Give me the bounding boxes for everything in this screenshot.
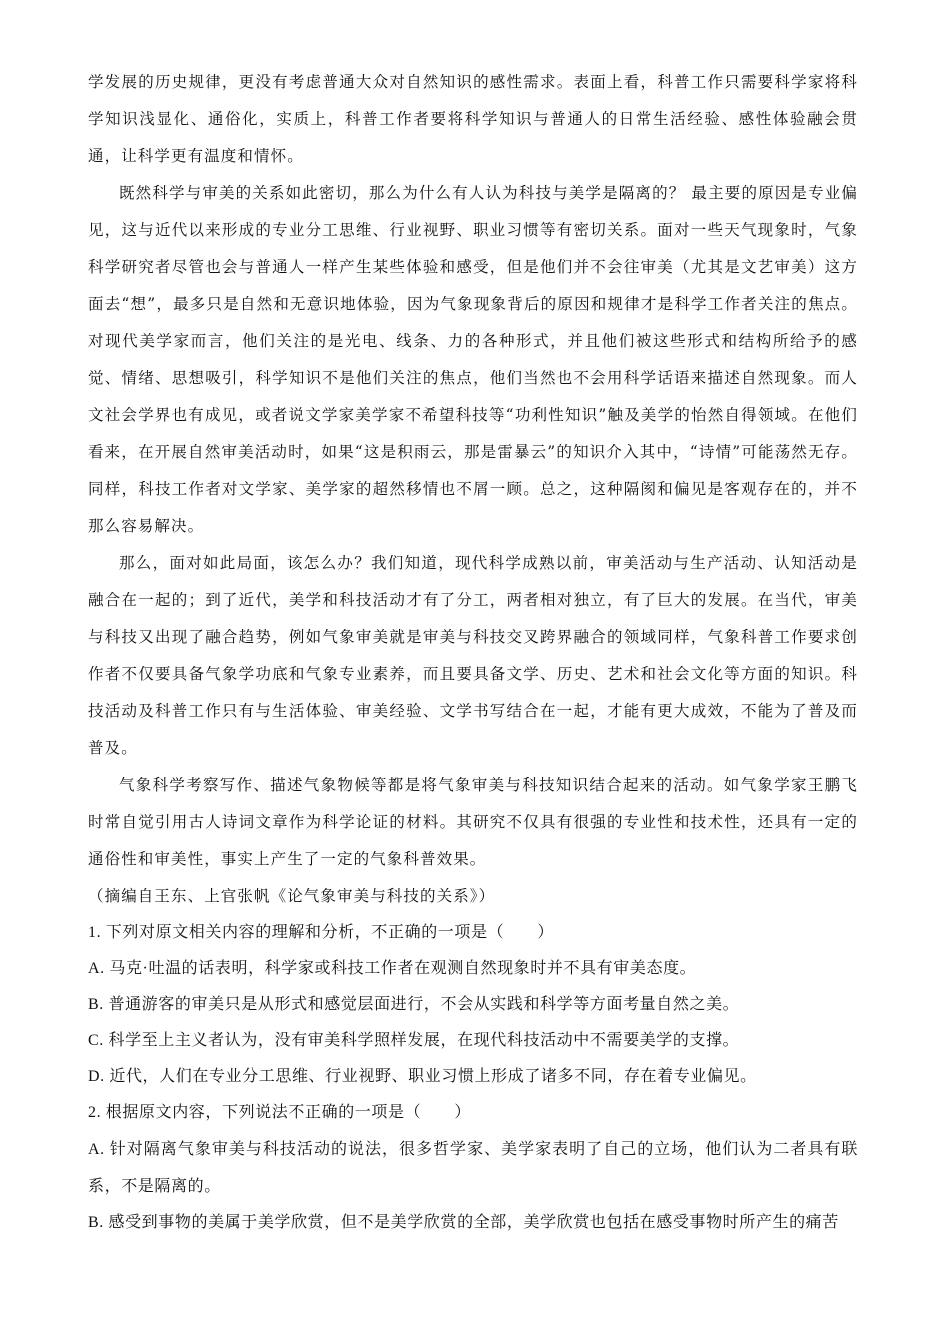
question-list — [88, 915, 858, 1241]
passage-paragraph-4: 气象科学考察写作、描述气象物候等都是将气象审美与科技知识结合起来的活动。如气象学家王鹏飞时常自觉引用古人诗词文章作为科学论证的材料。其研究不仅具有很强的专业性和技术性，还具有一定的通俗性和审美性，事实上产生了一定的气象科普效果。 — [88, 776, 858, 868]
question-stem: 2. 根据原文内容，下列说法不正确的一项是（ ） — [88, 1104, 472, 1121]
question-option: B. 普通游客的审美只是从形式和感觉层面进行，不会从实践和科学等方面考量自然之美。 — [88, 996, 740, 1013]
question-option: D. 近代，人们在专业分工思维、行业视野、职业习惯上形成了诸多不同，存在着专业偏见。 — [88, 1068, 757, 1085]
passage-source: （摘编自王东、上官张帆《论气象审美与科技的关系》） — [88, 887, 496, 905]
question-option: A. 针对隔离气象审美与科技活动的说法，很多哲学家、美学家表明了自己的立场，他们认为二者具有联系，不是隔离的。 — [88, 1141, 858, 1195]
passage-paragraph-1: 学发展的历史规律，更没有考虑普通大众对自然知识的感性需求。表面上看，科普工作只需要科学家将科学知识浅显化、通俗化，实质上，科普工作者要将科学知识与普通人的日常生活经验、感性体验融会贯通，让科学更有温度和情怀。 — [88, 73, 858, 165]
passage-paragraph-3: 那么，面对如此局面，该怎么办？我们知道，现代科学成熟以前，审美活动与生产活动、认知活动是融合在一起的；到了近代，美学和科技活动才有了分工，两者相对独立，有了巨大的发展。在当代，审美与科技又出现了融合趋势，例如气象审美就是审美与科技交叉跨界融合的领域同样，气象科普工作要求创作者不仅要具备气象学功底和气象专业素养，而且要具备文学、历史、艺术和社会文化等方面的知识。科技活动及科普工作只有与生活体验、审美经验、文学书写结合在一起，才能有更大成效，不能为了普及而普及。 — [88, 554, 858, 757]
question-1 — [88, 915, 858, 1095]
question-stem: 1. 下列对原文相关内容的理解和分析，不正确的一项是（ ） — [88, 924, 555, 941]
passage-paragraph-2: 既然科学与审美的关系如此密切，那么为什么有人认为科技与美学是隔离的？ 最主要的原因是专业偏见，这与近代以来形成的专业分工思维、行业视野、职业习惯等有密切关系。面对一些天气现象时，气象科学研究者尽管也会与普通人一样产生某些体验和感受，但是他们并不会往审美（尤其是文艺审美）这方面去“想”，最多只是自然和无意识地体验，因为气象现象背后的原因和规律才是科学工作者关注的焦点。对现代美学家而言，他们关注的是光电、线条、力的各种形式，并且他们被这些形式和结构所给予的感觉、情绪、思想吸引，科学知识不是他们关注的焦点，他们当然也不会用科学话语来描述自然现象。而人文社会学界也有成见，或者说文学家美学家不希望科技等“功利性知识”触及美学的怡然自得领域。在他们看来，在开展自然审美活动时，如果“这是积雨云，那是雷暴云”的知识介入其中，“诗情”可能荡然无存。同样，科技工作者对文学家、美学家的超然移情也不屑一顾。总之，这种隔阂和偏见是客观存在的，并不那么容易解决。 — [88, 184, 858, 535]
reading-passage — [88, 64, 858, 915]
question-2 — [88, 1095, 858, 1241]
question-option: A. 马克·吐温的话表明，科学家或科技工作者在观测自然现象时并不具有审美态度。 — [88, 960, 697, 977]
question-option: C. 科学至上主义者认为，没有审美科学照样发展，在现代科技活动中不需要美学的支撑。 — [88, 1032, 740, 1049]
question-option: B. 感受到事物的美属于美学欣赏，但不是美学欣赏的全部，美学欣赏也包括在感受事物时所产生的痛苦 — [88, 1214, 839, 1231]
